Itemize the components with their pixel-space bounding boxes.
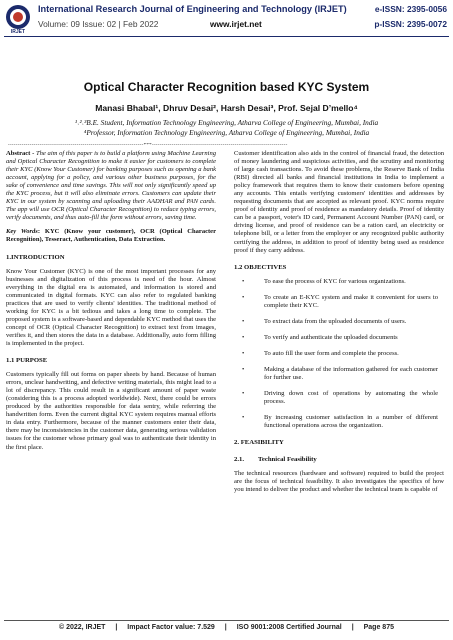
bullet-icon: • — [242, 333, 245, 341]
abstract-paragraph — [6, 150, 216, 222]
footer-rule — [4, 620, 449, 621]
bullet-icon: • — [242, 293, 245, 301]
purpose-text: Customers typically fill out forms on paper sheets by hand. Because of human errors, unclear handwriting, and defective writing materials, this might lead to a lot of discrepancy. This could result in a significant amount of paper waste (considering this is a process adopted worldwide). Next, there could be errors produced by the authorities responsible for data sentry, while referring the handwritten form. Even the current digital KYC system requires manual efforts in data entry. Furthermore, because of the manner customers enter their data, there may be inconsistencies in the customer data, generating serious validation issues for the customer whose primary goal was to authenticate their identity in the first place. — [6, 371, 216, 451]
subsection-title: Technical Feasibility — [258, 456, 317, 464]
footer-copyright: © 2022, IRJET — [59, 624, 106, 631]
page-footer — [0, 624, 453, 631]
abstract-text: The aim of this paper is to build a platform using Machine Learning and Optical Character Recognition to make it easier for customers to complete their KYC (Know Your Customer) for banking purposes such as opening a bank account, applying for a policy, and various other business purposes, for the sake of convenience and time savings. This will not only significantly speed up the KYC process, but it will also eliminate errors. Customers can update their KYC in our system by scanning and uploading their AADHAR and PAN cards. The app will use OCR (Optical Character Recognition) to reduce typing errors, verify documents, and thus auto-fill the form without errors, saving time. — [6, 150, 216, 222]
technical-feasibility-heading — [234, 456, 444, 464]
keywords-label: Key Words — [6, 228, 38, 236]
list-item: • By increasing customer satisfaction in a number of different functional operations across the organization. — [242, 414, 438, 430]
list-item: • To ease the process of KYC for various organizations. — [242, 277, 406, 285]
left-column — [6, 150, 216, 458]
footer-separator: | — [224, 624, 227, 631]
footer-impact-factor: Impact Factor value: 7.529 — [127, 624, 215, 631]
list-item: • To verify and authenticate the uploaded documents — [242, 333, 398, 341]
header-rule — [4, 36, 449, 37]
feasibility-heading: 2. FEASIBILITY — [234, 439, 284, 447]
pissn: p-ISSN: 2395-0072 — [374, 19, 447, 29]
abstract-label: Abstract - — [6, 150, 35, 157]
objectives-list — [234, 278, 444, 431]
footer-page-number: Page 875 — [363, 624, 394, 631]
continued-text: Customer identification also aids in the control of financial fraud, the detection of money laundering and suspicious activities, and the scrutiny and monitoring of large cash transactions. To avoid these problems, the Reserve Bank of India (RBI) directed all banks and financial institutions in India to implement a policy framework that requires them to know their customers before opening any accounts. This entails verifying customers' identities and addresses by requesting documents that are accepted as relevant proof. KYC norms require proof of identity and proof of residence as mandatory details. Proof of identity can be a passport, voter's ID card, Permanent Account Number (PAN) card, or driving license, and proof of residence can be a ration card, an electricity or telephone bill, or a letter from the employer or any recognized public authority certifying the address, in addition to proof of identity being used as residence proof if they carry address. — [234, 150, 444, 254]
subsection-number: 2.1. — [234, 456, 245, 464]
purpose-heading: 1.1 PURPOSE — [6, 357, 48, 365]
technical-feasibility-text: The technical resources (hardware and software) required to build the project are the focus of technical feasibility. It also investigates the specifics of how you intend to deliver the product and whether the technical team is capable of — [234, 470, 444, 494]
bullet-icon: • — [242, 365, 245, 373]
keywords-paragraph — [6, 228, 216, 244]
objectives-heading: 1.2 OBJECTIVES — [234, 263, 287, 271]
volume-issue: Volume: 09 Issue: 02 | Feb 2022 — [38, 19, 159, 29]
eissn: e-ISSN: 2395-0056 — [374, 4, 447, 14]
affiliation-students: ¹˒²˒³B.E. Student, Information Technology Engineering, Atharva College of Engineering, Mumbai, India — [74, 118, 379, 127]
list-item: • Making a database of the information gathered for each customer for further use. — [242, 365, 438, 381]
list-item: • To extract data from the uploaded documents of users. — [242, 317, 407, 325]
footer-separator: | — [115, 624, 118, 631]
journal-website-link[interactable]: www.irjet.net — [210, 19, 262, 29]
keywords-text: : KYC (Know your customer), OCR (Optical Character Recognition), Tesseract, Authentication, Data Extraction. — [6, 228, 216, 244]
list-item: • To create an E-KYC system and make it convenient for users to complete their KYC. — [242, 293, 438, 309]
list-item: • Driving down cost of operations by automating the whole process. — [242, 390, 438, 406]
author-list: Manasi Bhabal¹, Dhruv Desai², Harsh Desai³, Prof. Sejal D’mello⁴ — [95, 103, 358, 113]
logo-text: IRJET — [10, 29, 26, 34]
affiliation-professor: ⁴Professor, Information Technology Engineering, Atharva College of Engineering, Mumbai, India — [83, 128, 370, 137]
introduction-heading: 1.INTRODUCTION — [6, 253, 65, 261]
right-column — [234, 150, 444, 500]
irjet-logo — [4, 4, 32, 34]
section-separator: ---------------------------------------------------------------------***--------------------------------------------------------------------- — [8, 143, 288, 148]
bullet-icon: • — [242, 349, 245, 357]
journal-name: International Research Journal of Engineering and Technology (IRJET) — [38, 4, 347, 14]
introduction-text: Know Your Customer (KYC) is one of the most important processes for any businesses and digitalization of this process is need of the hour. Almost everything in the digital era is automated, and information is stored and communicated in digital formats. KYC can also refer to regulated banking practices that are used to verify clients' identities. The traditional method of working for KYC is a bit tedious and takes a long time to complete. The proposed system is a software-based and dependable KYC method that uses the concept of OCR (Optical Character Recognition) to extract text from images, verifies it, and then stores the data in a database. Additionally, auto form filling is implemented in the project. — [6, 267, 216, 347]
journal-header — [0, 0, 453, 40]
bullet-icon: • — [242, 414, 245, 422]
paper-title: Optical Character Recognition based KYC System — [83, 80, 370, 94]
bullet-icon: • — [242, 317, 245, 325]
bullet-icon: • — [242, 390, 245, 398]
footer-separator: | — [351, 624, 354, 631]
bullet-icon: • — [242, 277, 245, 285]
list-item: • To auto fill the user form and complete the process. — [242, 349, 399, 357]
footer-iso: ISO 9001:2008 Certified Journal — [236, 624, 342, 631]
